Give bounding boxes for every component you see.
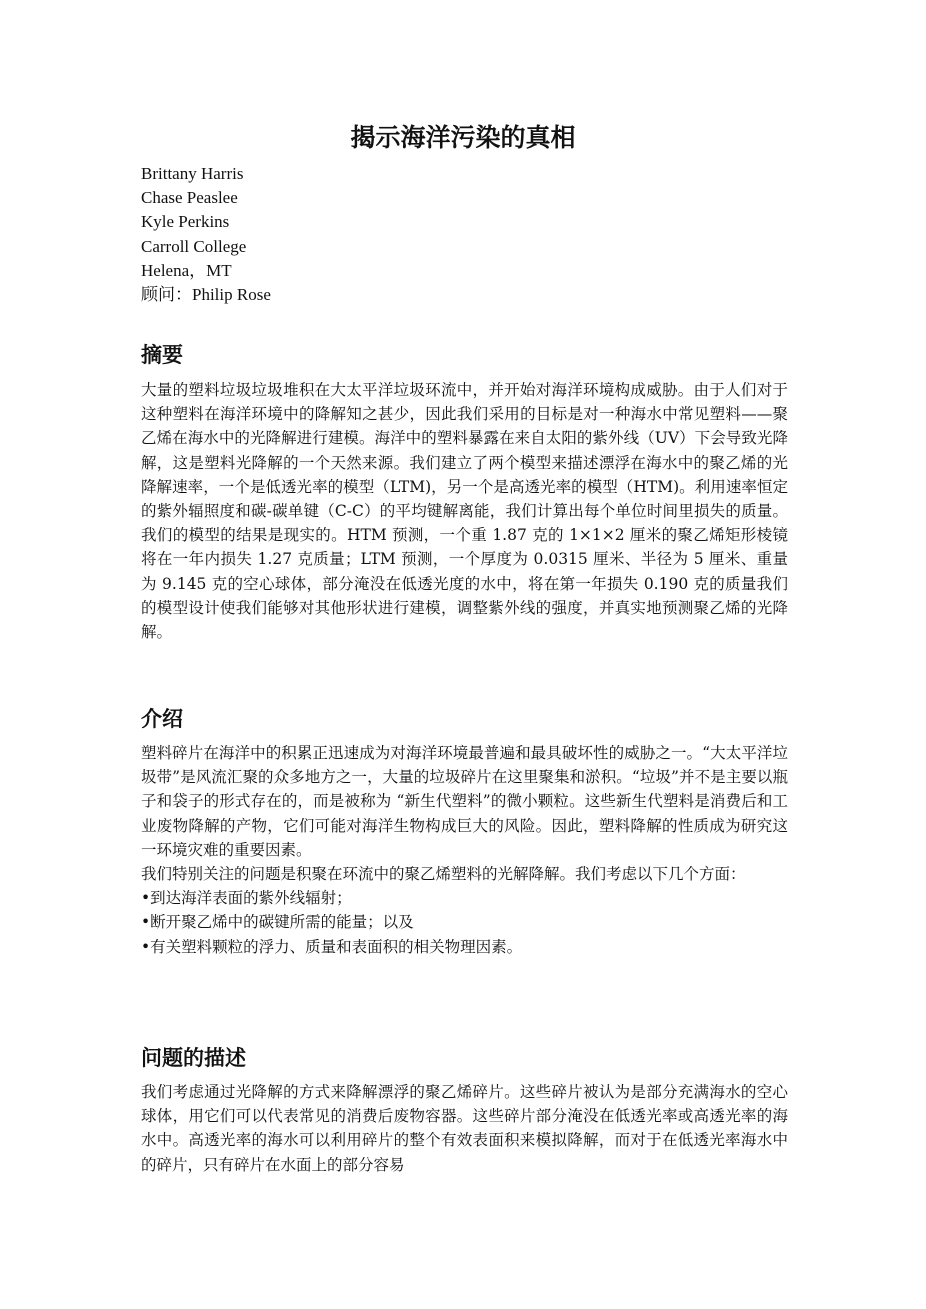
abstract-text: 大量的塑料垃圾垃圾堆积在大太平洋垃圾环流中，并开始对海洋环境构成威胁。由于人们对于这种塑料在海洋环境中的降解知之甚少，因此我们采用的目标是对一种海水中常见塑料——聚乙烯在海水中的光降解进行建模。海洋中的塑料暴露在来自太阳的紫外线（UV）下会导致光降解，这是塑料光降解的一个天然来源。我们建立了两个模型来描述漂浮在海水中的聚乙烯的光降解速率，一个是低透光率的模型（LTM)，另一个是高透光率的模型（HTM)。利用速率恒定的紫外辐照度和碳-碳单键（C-C）的平均键解离能，我们计算出每个单位时间里损失的质量。我们的模型的结果是现实的。HTM 预测，一个重 1.87 克的 1×1×2 厘米的聚乙烯矩形棱镜将在一年内损失 1.27 克质量；LTM 预测，一个厚度为 0.0315 厘米、半径为 5 厘米、重量为 9.145 克的空心球体，部分淹没在低透光度的水中，将在第一年损失 0.190 克的质量我们的模型设计使我们能够对其他形状进行建模，调整紫外线的强度，并真实地预测聚乙烯的光降解。 bbox=[141, 381, 788, 642]
problem-heading: 问题的描述 bbox=[141, 1046, 246, 1070]
bullet-list bbox=[141, 886, 788, 959]
paper-title: 揭示海洋污染的真相 bbox=[350, 123, 576, 152]
author-line: Chase Peaslee bbox=[141, 188, 238, 208]
author-line: Brittany Harris bbox=[141, 164, 244, 183]
list-item: • 到达海洋表面的紫外线辐射； bbox=[141, 886, 788, 910]
problem-section bbox=[141, 1080, 788, 1177]
introduction-paragraph: 我们特别关注的问题是积聚在环流中的聚乙烯塑料的光解降解。我们考虑以下几个方面： bbox=[141, 865, 746, 884]
affiliation-line: Carroll College bbox=[141, 236, 247, 256]
abstract-section bbox=[141, 378, 788, 644]
list-item: • 有关塑料颗粒的浮力、质量和表面积的相关物理因素。 bbox=[141, 935, 788, 959]
author-block bbox=[141, 162, 271, 307]
author-line: Kyle Perkins bbox=[141, 212, 230, 232]
introduction-heading: 介绍 bbox=[141, 707, 183, 731]
advisor-line: 顾问：Philip Rose bbox=[141, 285, 271, 305]
location-line: Helena，MT bbox=[141, 260, 232, 280]
introduction-paragraph: 塑料碎片在海洋中的积累正迅速成为对海洋环境最普遍和最具破坏性的威胁之一。“大太平洋垃圾带”是风流汇聚的众多地方之一，大量的垃圾碎片在这里聚集和淤积。“垃圾”并不是主要以瓶子和袋子的形式存在的，而是被称为 “新生代塑料”的微小颗粒。这些新生代塑料是消费后和工业废物降解的产物，它们可能对海洋生物构成巨大的风险。因此，塑料降解的性质成为研究这一环境灾难的重要因素。 bbox=[141, 744, 788, 859]
list-item: • 断开聚乙烯中的碳键所需的能量；以及 bbox=[141, 910, 788, 934]
introduction-section bbox=[141, 741, 788, 959]
abstract-heading: 摘要 bbox=[141, 343, 183, 367]
problem-text: 我们考虑通过光降解的方式来降解漂浮的聚乙烯碎片。这些碎片被认为是部分充满海水的空心球体，用它们可以代表常见的消费后废物容器。这些碎片部分淹没在低透光率或高透光率的海水中。高透光率的海水可以利用碎片的整个有效表面积来模拟降解，而对于在低透光率海水中的碎片，只有碎片在水面上的部分容易 bbox=[141, 1083, 788, 1174]
